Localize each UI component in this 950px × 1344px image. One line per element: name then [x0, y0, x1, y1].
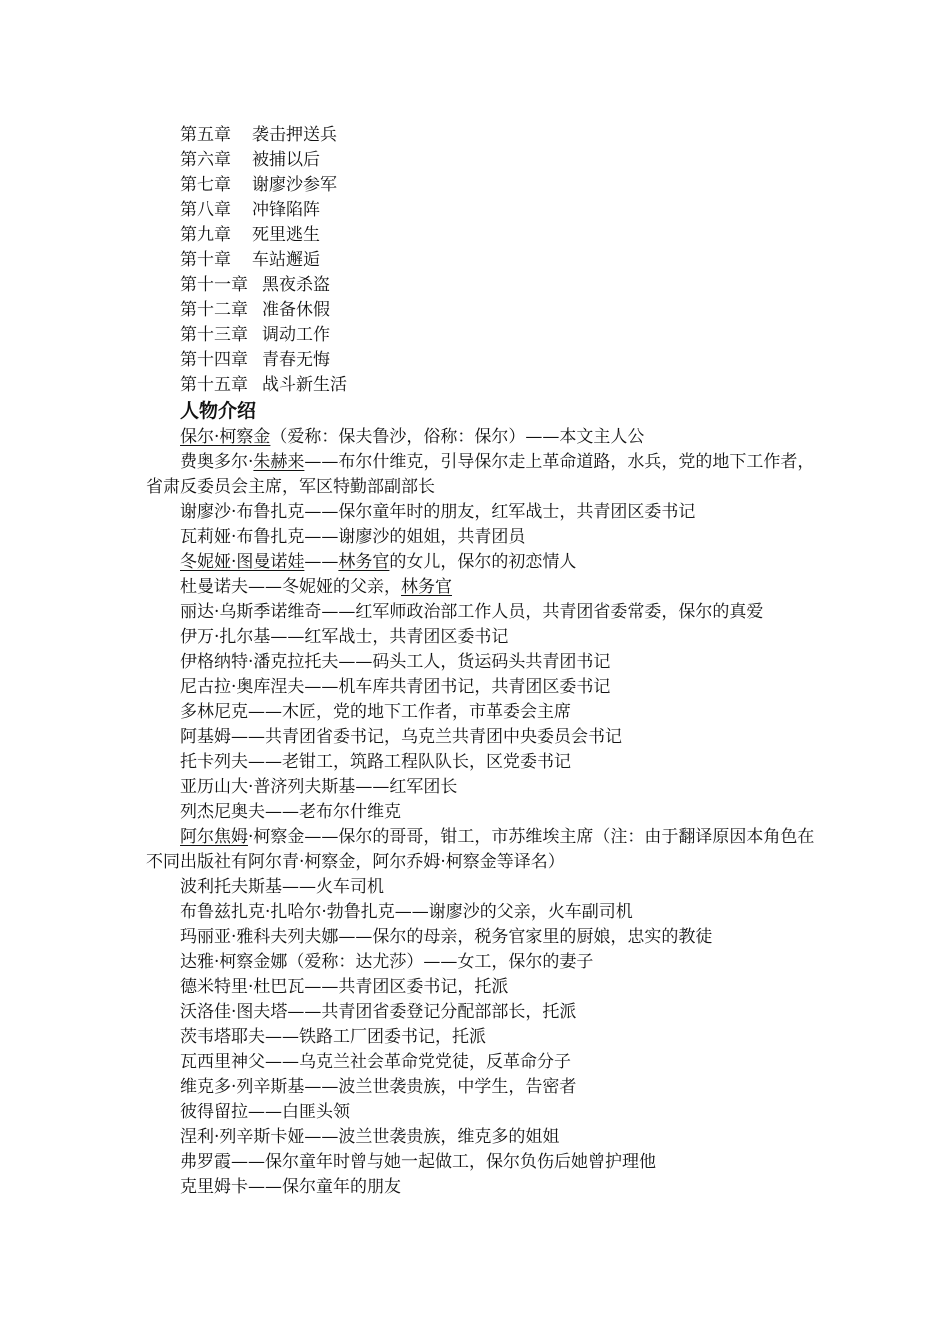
character-entry: [146, 425, 826, 450]
character-text: ——布尔什维克，引导保尔走上革命道路，水兵，党的地下工作者，省肃反委员会主席，军区特勤部副部长: [146, 452, 815, 497]
toc-chapter-number: 第十五章: [180, 375, 248, 395]
character-entry: [146, 500, 826, 525]
toc-chapter-title: 车站邂逅: [252, 250, 320, 270]
character-entry: [146, 450, 826, 500]
toc-entry: [146, 123, 826, 148]
toc-chapter-title: 黑夜杀盗: [262, 275, 330, 295]
toc-entry: [146, 298, 826, 323]
table-of-contents: [146, 123, 826, 398]
character-entry: [146, 625, 826, 650]
character-text: 阿基姆——共青团省委书记，乌克兰共青团中央委员会书记: [180, 727, 622, 747]
toc-entry: [146, 248, 826, 273]
character-text: 布鲁兹扎克·扎哈尔·勃鲁扎克——谢廖沙的父亲，火车副司机: [180, 902, 633, 922]
character-entry: [146, 1100, 826, 1125]
character-entry: [146, 650, 826, 675]
toc-chapter-number: 第五章: [180, 125, 231, 145]
toc-entry: [146, 373, 826, 398]
character-entry: [146, 825, 826, 875]
character-entry: [146, 1150, 826, 1175]
toc-chapter-number: 第八章: [180, 200, 231, 220]
toc-chapter-number: 第十章: [180, 250, 231, 270]
character-entry: [146, 900, 826, 925]
character-link[interactable]: 朱赫来: [253, 452, 305, 472]
toc-chapter-title: 准备休假: [262, 300, 330, 320]
character-text: 谢廖沙·布鲁扎克——保尔童年时的朋友，红军战士，共青团区委书记: [180, 502, 696, 522]
character-entry: [146, 775, 826, 800]
character-entry: [146, 975, 826, 1000]
character-text: 多林尼克——木匠，党的地下工作者，市革委会主席: [180, 702, 571, 722]
character-entry: [146, 1025, 826, 1050]
character-entry: [146, 875, 826, 900]
character-entry: [146, 1050, 826, 1075]
character-text: 费奥多尔·: [180, 452, 254, 472]
document-body: [146, 123, 826, 1200]
toc-chapter-number: 第十一章: [180, 275, 248, 295]
character-text: 丽达·乌斯季诺维奇——红军师政治部工作人员，共青团省委常委，保尔的真爱: [180, 602, 764, 622]
character-text: 达雅·柯察金娜（爱称：达尤莎）——女工，保尔的妻子: [180, 952, 594, 972]
toc-chapter-title: 谢廖沙参军: [252, 175, 337, 195]
character-text: 德米特里·杜巴瓦——共青团区委书记，托派: [180, 977, 509, 997]
character-entry: [146, 925, 826, 950]
character-entry: [146, 575, 826, 600]
character-text: 的女儿，保尔的初恋情人: [389, 552, 577, 572]
toc-chapter-number: 第七章: [180, 175, 231, 195]
character-text: 托卡列夫——老钳工，筑路工程队队长，区党委书记: [180, 752, 571, 772]
character-entry: [146, 675, 826, 700]
character-entry: [146, 725, 826, 750]
character-text: 伊万·扎尔基——红军战士，共青团区委书记: [180, 627, 509, 647]
toc-chapter-number: 第六章: [180, 150, 231, 170]
toc-chapter-number: 第九章: [180, 225, 231, 245]
toc-chapter-number: 第十二章: [180, 300, 248, 320]
section-heading: 人物介绍: [180, 400, 257, 422]
character-text: 亚历山大·普济列夫斯基——红军团长: [180, 777, 458, 797]
toc-entry: [146, 198, 826, 223]
toc-entry: [146, 323, 826, 348]
toc-chapter-title: 袭击押送兵: [252, 125, 337, 145]
toc-entry: [146, 173, 826, 198]
toc-chapter-title: 战斗新生活: [262, 375, 347, 395]
character-text: 伊格纳特·潘克拉托夫——码头工人，货运码头共青团书记: [180, 652, 611, 672]
character-text: （爱称：保夫鲁沙，俗称：保尔）——本文主人公: [270, 427, 645, 447]
character-text: 尼古拉·奥库涅夫——机车库共青团书记，共青团区委书记: [180, 677, 611, 697]
toc-entry: [146, 273, 826, 298]
character-text: 弗罗霞——保尔童年时曾与她一起做工，保尔负伤后她曾护理他: [180, 1152, 656, 1172]
character-text: 沃洛佳·图夫塔——共青团省委登记分配部部长，托派: [180, 1002, 577, 1022]
character-text: 列杰尼奥夫——老布尔什维克: [180, 802, 401, 822]
character-entry: [146, 1075, 826, 1100]
character-entry: [146, 700, 826, 725]
toc-chapter-title: 调动工作: [262, 325, 330, 345]
character-text: 瓦西里神父——乌克兰社会革命党党徒，反革命分子: [180, 1052, 571, 1072]
toc-entry: [146, 348, 826, 373]
toc-chapter-number: 第十三章: [180, 325, 248, 345]
character-text: 波利托夫斯基——火车司机: [180, 877, 384, 897]
character-link[interactable]: 冬妮娅·图曼诺娃: [180, 552, 305, 572]
character-entry: [146, 550, 826, 575]
toc-chapter-title: 冲锋陷阵: [252, 200, 320, 220]
character-entry: [146, 750, 826, 775]
character-list: [146, 425, 826, 1200]
character-entry: [146, 525, 826, 550]
character-text: ——: [304, 552, 339, 572]
character-entry: [146, 600, 826, 625]
character-entry: [146, 1175, 826, 1200]
character-text: 维克多·列辛斯基——波兰世袭贵族，中学生，告密者: [180, 1077, 577, 1097]
character-text: 杜曼诺夫——冬妮娅的父亲，: [180, 577, 401, 597]
character-link[interactable]: 保尔·柯察金: [180, 427, 271, 447]
character-text: 茨韦塔耶夫——铁路工厂团委书记，托派: [180, 1027, 486, 1047]
character-text: ·柯察金——保尔的哥哥，钳工，市苏维埃主席（注：由于翻译原因本角色在不同出版社有阿尔青·柯察金，阿尔乔姆·柯察金等译名）: [146, 827, 815, 872]
toc-chapter-title: 被捕以后: [252, 150, 320, 170]
toc-chapter-title: 青春无悔: [262, 350, 330, 370]
character-text: 涅利·列辛斯卡娅——波兰世袭贵族，维克多的姐姐: [180, 1127, 560, 1147]
character-entry: [146, 1125, 826, 1150]
character-text: 玛丽亚·雅科夫列夫娜——保尔的母亲，税务官家里的厨娘，忠实的教徒: [180, 927, 713, 947]
character-text: 克里姆卡——保尔童年的朋友: [180, 1177, 401, 1197]
character-entry: [146, 1000, 826, 1025]
toc-chapter-number: 第十四章: [180, 350, 248, 370]
character-link[interactable]: 林务官: [338, 552, 390, 572]
toc-entry: [146, 148, 826, 173]
toc-entry: [146, 223, 826, 248]
character-text: 瓦莉娅·布鲁扎克——谢廖沙的姐姐，共青团员: [180, 527, 526, 547]
character-link[interactable]: 林务官: [401, 577, 452, 597]
toc-chapter-title: 死里逃生: [252, 225, 320, 245]
character-text: 彼得留拉——白匪头领: [180, 1102, 350, 1122]
character-entry: [146, 950, 826, 975]
character-link[interactable]: 阿尔焦姆: [180, 827, 248, 847]
character-entry: [146, 800, 826, 825]
